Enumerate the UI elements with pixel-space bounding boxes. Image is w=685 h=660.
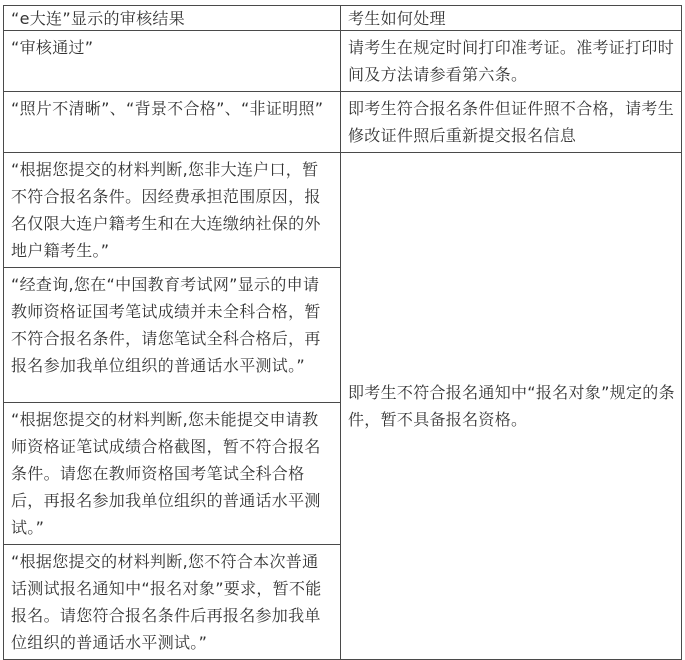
action-cell: 即考生符合报名条件但证件照不合格，请考生修改证件照后重新提交报名信息 [341,92,682,153]
action-cell: 请考生在规定时间打印准考证。准考证打印时间及方法请参看第六条。 [341,31,682,92]
review-result-table [3,5,682,660]
result-cell: “根据您提交的材料判断,您非大连户口，暂不符合报名条件。因经费承担范围原因，报名仅限大连户籍考生和在大连缴纳社保的外地户籍考生。” [4,153,341,268]
result-cell: “根据您提交的材料判断,您不符合本次普通话测试报名通知中“报名对象”要求，暂不能报名。请您符合报名条件后再报名参加我单位组织的普通话水平测试。” [4,545,341,660]
merged-action-cell: 即考生不符合报名通知中“报名对象”规定的条件，暂不具备报名资格。 [341,153,682,660]
result-cell: “根据您提交的材料判断,您未能提交申请教师资格证笔试成绩合格截图，暂不符合报名条件。请您在教师资格国考笔试全科合格后，再报名参加我单位组织的普通话水平测试。” [4,403,341,545]
result-cell: “经查询,您在“中国教育考试网”显示的申请教师资格证国考笔试成绩并未全科合格，暂不符合报名条件，请您笔试全科合格后，再报名参加我单位组织的普通话水平测试。” [4,268,341,403]
header-review-result: “e大连”显示的审核结果 [4,6,341,31]
table-row [4,31,682,92]
table-row [4,153,682,268]
table-header-row [4,6,682,31]
result-cell: “审核通过” [4,31,341,92]
table-row [4,92,682,153]
header-candidate-action: 考生如何处理 [341,6,682,31]
result-cell: “照片不清晰”、“背景不合格”、“非证明照” [4,92,341,153]
